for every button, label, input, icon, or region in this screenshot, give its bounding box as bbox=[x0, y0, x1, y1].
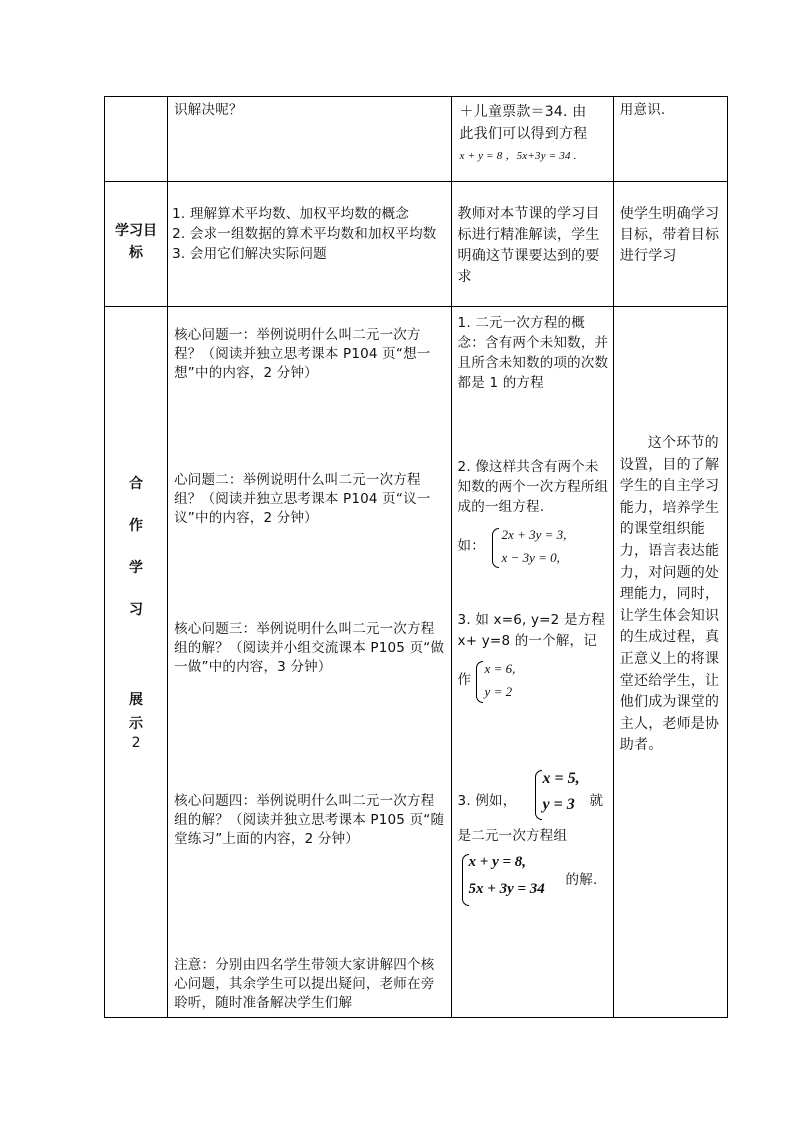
answer-3-prefix: 作 bbox=[457, 672, 472, 688]
left-brace bbox=[492, 528, 499, 568]
lesson-plan-table bbox=[104, 96, 728, 1018]
note-text: 注意：分别由四名学生带领大家讲解四个核心问题，其余学生可以提出疑问，老师在旁聆听，随时准备解决学生们解 bbox=[174, 957, 435, 1011]
answer-2-prefix: 如： bbox=[457, 538, 485, 554]
row3-label-cell bbox=[105, 307, 168, 1018]
system-equation: 5x + 3y = 34 bbox=[468, 881, 545, 897]
row3-intent-text: 这个环节的设置，目的了解学生的自主学习能力，培养学生的课堂组织能力，语言表达能力，对问题的处理能力，同时，让学生体会知识的生成过程，真正意义上的将课堂还给学生，让他们成为课堂的主人，老师是协助者。 bbox=[619, 435, 720, 754]
answer-1: 1. 二元一次方程的概念：含有两个未知数，并且所含未知数的项的次数都是 1 的方程 bbox=[457, 315, 609, 391]
core-question-4: 核心问题四：举例说明什么叫二元一次方程组的解？（阅读并独立思考课本 P105 页“随堂练习”上面的内容，2 分钟） bbox=[174, 793, 445, 847]
row1-equation: x + y = 8 ，5x+3y = 34 . bbox=[459, 150, 577, 162]
row1-activity-text: 识解决呢？ bbox=[174, 102, 243, 118]
answer-4-line2: 是二元一次方程组 bbox=[457, 828, 568, 844]
label-char: 展 bbox=[129, 692, 144, 708]
row1-teacher-line2: 此我们可以得到方程 bbox=[459, 126, 588, 142]
row3-questions-cell bbox=[168, 307, 451, 1018]
label-char: 作 bbox=[129, 518, 144, 534]
row2-intent-cell bbox=[613, 182, 727, 307]
system-equation: x = 5, bbox=[542, 770, 580, 787]
row1-teacher-line1: ＋儿童票款＝34. 由 bbox=[459, 104, 587, 120]
label-char: 学 bbox=[129, 560, 144, 576]
answer-4-suffix2: 的解. bbox=[565, 872, 598, 888]
left-brace bbox=[476, 661, 483, 703]
label-char: 2 bbox=[131, 735, 141, 751]
goal-1: 1. 理解算术平均数、加权平均数的概念 bbox=[172, 206, 410, 222]
row2-intent-text: 使学生明确学习目标，带着目标进行学习 bbox=[619, 206, 720, 264]
answer-3-text: 3. 如 x=6, y=2 是方程 x+ y=8 的一个解，记 bbox=[457, 612, 606, 649]
row2-goals-cell bbox=[168, 182, 451, 307]
row1-intent-text: 用意识. bbox=[619, 102, 666, 118]
table-row bbox=[105, 97, 728, 182]
table-row bbox=[105, 182, 728, 307]
row3-answers-cell bbox=[451, 307, 613, 1018]
row2-teacher-cell bbox=[451, 182, 613, 307]
row3-intent-cell bbox=[613, 307, 727, 1018]
row1-intent-cell bbox=[613, 97, 727, 182]
core-question-2: 心问题二：举例说明什么叫二元一次方程组？（阅读并独立思考课本 P104 页“议一议”中的内容，2 分钟） bbox=[174, 472, 431, 526]
learning-goals-label: 学习目标 bbox=[115, 223, 158, 261]
left-brace bbox=[535, 770, 542, 820]
left-brace bbox=[462, 854, 469, 906]
row1-label-cell bbox=[105, 97, 168, 182]
goal-3: 3. 会用它们解决实际问题 bbox=[172, 246, 327, 262]
system-equation: x = 6, bbox=[484, 661, 516, 676]
system-equation: y = 3 bbox=[542, 796, 575, 813]
label-char: 示 bbox=[129, 716, 144, 732]
core-question-3: 核心问题三：举例说明什么叫二元一次方程组的解？（阅读并小组交流课本 P105 页“做一做”中的内容，3 分钟） bbox=[174, 621, 445, 675]
core-question-1: 核心问题一：举例说明什么叫二元一次方程？（阅读并独立思考课本 P104 页“想一想”中的内容，2 分钟） bbox=[174, 327, 431, 381]
answer-4-prefix: 3. 例如， bbox=[457, 793, 517, 809]
answer-4-suffix: 就 bbox=[589, 793, 604, 809]
row2-label-cell bbox=[105, 182, 168, 307]
table-row bbox=[105, 307, 728, 1018]
goal-2: 2. 会求一组数据的算术平均数和加权平均数 bbox=[172, 226, 437, 242]
system-equation: y = 2 bbox=[484, 684, 513, 699]
row1-teacher-cell bbox=[451, 97, 613, 182]
system-equation: x − 3y = 0, bbox=[501, 550, 560, 565]
row2-teacher-text: 教师对本节课的学习目标进行精准解读，学生明确这节课要达到的要求 bbox=[457, 206, 600, 285]
label-char: 合 bbox=[129, 476, 144, 492]
system-equation: x + y = 8, bbox=[468, 854, 527, 870]
answer-2: 2. 像这样共含有两个未知数的两个一次方程所组成的一组方程. bbox=[457, 459, 609, 515]
label-char: 习 bbox=[129, 602, 144, 618]
row1-activity-cell bbox=[168, 97, 451, 182]
system-equation: 2x + 3y = 3, bbox=[501, 527, 567, 542]
